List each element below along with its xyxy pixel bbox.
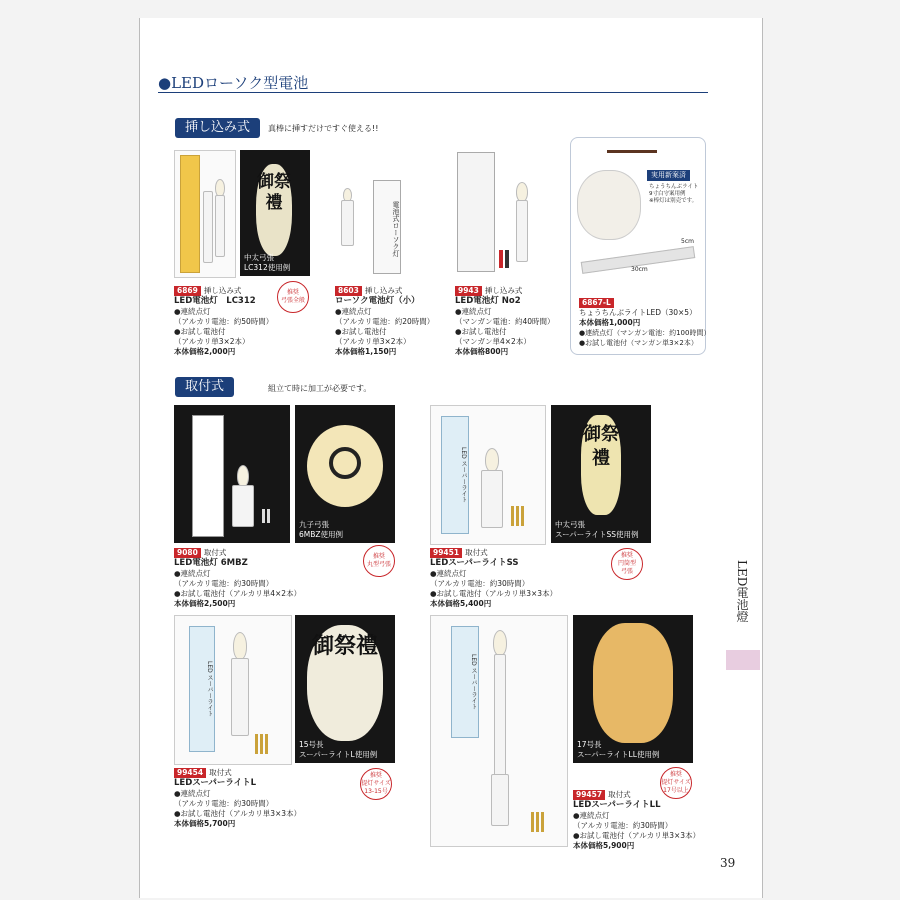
battery — [255, 734, 258, 754]
candle-stick — [231, 658, 249, 736]
product-99457-photo — [430, 615, 568, 847]
side-tab-marker — [726, 650, 760, 670]
candle-bulb — [237, 465, 249, 487]
candle-stick — [341, 200, 354, 246]
package-box: LED スーパーライト — [189, 626, 215, 752]
recommend-badge: 推奨 丸型弓張 — [363, 545, 395, 577]
product-code: 6867-L — [579, 298, 614, 308]
product-name: LED電池灯 LC312 — [174, 296, 256, 306]
side-tab-label: LED電池燈 — [735, 560, 749, 623]
product-name: ローソク電池灯（小） — [335, 296, 420, 306]
battery — [531, 812, 534, 832]
product-code: 6869 — [174, 286, 201, 296]
candle-bulb — [516, 182, 528, 202]
package-box: LED スーパーライト — [441, 416, 469, 534]
product-code: 99457 — [573, 790, 605, 800]
product-6869: 6869 挿し込み式 LED電池灯 LC312 ●連続点灯 （アルカリ電池：約50時間） ●お試し電池付 （アルカリ単3×2本） 本体価格2,000円 — [174, 286, 284, 357]
product-code: 99451 — [430, 548, 462, 558]
battery — [499, 250, 503, 268]
product-name: LED電池灯 No2 — [455, 296, 521, 306]
candle-stick — [203, 191, 213, 263]
product-name: ちょうちんぶライトLED（30×5） — [579, 308, 697, 317]
dimension-label: 30cm — [631, 266, 648, 273]
lantern — [577, 170, 641, 240]
battery — [511, 506, 514, 526]
product-code: 9080 — [174, 548, 201, 558]
candle-stick — [481, 470, 503, 528]
battery — [265, 734, 268, 754]
package-box: 電池式ローソク灯 — [373, 180, 401, 274]
candle-base — [491, 774, 509, 826]
product-code: 9943 — [455, 286, 482, 296]
battery — [260, 734, 263, 754]
product-price: 本体価格1,000円 — [579, 318, 641, 327]
battery — [541, 812, 544, 832]
product-99451-photo — [430, 405, 546, 545]
product-price: 本体価格1,150円 — [335, 347, 397, 356]
candle-bulb — [233, 632, 247, 660]
dimension-label: 5cm — [681, 238, 694, 245]
product-8603: 8603 挿し込み式 ローソク電池灯（小） ●連続点灯 （アルカリ電池：約20時間） ●お試し電池付 （アルカリ単3×2本） 本体価格1,150円 — [335, 286, 445, 357]
mount-tagline: 組立て時に加工が必要です。 — [268, 384, 372, 393]
product-price: 本体価格2,500円 — [174, 599, 236, 608]
recommend-badge: 推奨 提灯サイズ 13-15号 — [360, 768, 392, 800]
package-box — [192, 415, 224, 537]
package-card — [180, 155, 200, 273]
product-9943: 9943 挿し込み式 LED電池灯 No2 ●連続点灯 （マンガン電池：約40時間） ●お試し電池付 （マンガン単4×2本） 本体価格800円 — [455, 286, 565, 357]
product-name: LEDスーパーライトSS — [430, 558, 519, 568]
product-6867-box — [570, 137, 711, 355]
product-99457-usage-photo — [573, 615, 693, 763]
photo-caption: 15号長 スーパーライトL使用例 — [299, 740, 378, 759]
hanging-rod — [607, 150, 657, 153]
product-code: 8603 — [335, 286, 362, 296]
product-9080-usage-photo — [295, 405, 395, 543]
product-6867: 6867-L ちょうちんぶライトLED（30×5） 本体価格1,000円 ●連続点灯（マンガン電池：約100時間） ●お試し電池付（マンガン単3×2本） — [579, 298, 711, 347]
battery — [536, 812, 539, 832]
photo-caption: 九子弓張 6MBZ使用例 — [299, 520, 344, 539]
product-price: 本体価格5,400円 — [430, 599, 492, 608]
section-rule — [158, 92, 708, 93]
product-9943-photo — [455, 150, 545, 276]
product-name: LED電池灯 6MBZ — [174, 558, 248, 568]
product-99451: 99451 取付式 LEDスーパーライトSS ●連続点灯 （アルカリ電池：約30時間） ●お試し電池付（アルカリ単3×3本） 本体価格5,400円 — [430, 548, 610, 609]
product-6869-package-photo — [174, 150, 236, 278]
candle-stick — [215, 195, 225, 257]
product-99454-photo — [174, 615, 292, 765]
product-name: LEDスーパーライトL — [174, 778, 257, 788]
battery — [516, 506, 519, 526]
candle-stick — [494, 654, 506, 776]
crest-icon — [329, 447, 361, 479]
product-price: 本体価格800円 — [455, 347, 509, 356]
mount-badge: 取付式 — [175, 377, 234, 397]
photo-caption: 中太弓張 LC312使用例 — [244, 253, 291, 272]
lantern — [593, 623, 673, 743]
product-99451-usage-photo — [551, 405, 651, 543]
product-6869-usage-photo — [240, 150, 310, 276]
package-card — [457, 152, 495, 272]
product-code: 99454 — [174, 768, 206, 778]
lantern-kanji: 御祭禮 — [257, 172, 291, 213]
product-price: 本体価格2,000円 — [174, 347, 236, 356]
section-title: ●LEDローソク型電池 — [158, 74, 309, 92]
product-9080-photo — [174, 405, 290, 543]
product-price: 本体価格5,900円 — [573, 841, 635, 850]
page-number: 39 — [720, 856, 736, 870]
product-price: 本体価格5,700円 — [174, 819, 236, 828]
candle-stick — [516, 200, 528, 262]
package-box: LED スーパーライト — [451, 626, 479, 738]
battery — [521, 506, 524, 526]
insert-tagline: 真棒に挿すだけですぐ使える!! — [268, 124, 379, 133]
product-99454-usage-photo — [295, 615, 395, 763]
product-99454: 99454 取付式 LEDスーパーライトL ●連続点灯 （アルカリ電池：約30時間） ●お試し電池付（アルカリ単3×3本） 本体価格5,700円 — [174, 768, 354, 829]
battery — [505, 250, 509, 268]
candle-mount — [232, 485, 254, 527]
recommend-badge: 推奨 円筒型 弓張 — [611, 548, 643, 580]
recommend-badge: 推奨 弓張全般 — [277, 281, 309, 313]
photo-caption: 17号長 スーパーライトLL使用例 — [577, 740, 660, 759]
product-99457: 99457 取付式 LEDスーパーライトLL ●連続点灯 （アルカリ電池：約30時間） ●お試し電池付（アルカリ単3×3本） 本体価格5,900円 — [573, 790, 733, 851]
candle-bulb — [493, 630, 507, 656]
recommend-badge: 推奨 提灯サイズ 17号以上 — [660, 767, 692, 799]
product-9080: 9080 取付式 LED電池灯 6MBZ ●連続点灯 （アルカリ電池：約30時間） ●お試し電池付（アルカリ単4×2本） 本体価格2,500円 — [174, 548, 354, 609]
candle-bulb — [485, 448, 499, 472]
lantern-kanji: 御祭禮 — [311, 633, 378, 659]
battery — [262, 509, 265, 523]
product-8603-photo — [335, 172, 405, 276]
note-text: ちょうちんぶライト 9寸白守案用例 ※棒灯は別売です。 — [649, 184, 699, 204]
product-name: LEDスーパーライトLL — [573, 800, 661, 810]
lantern-kanji: 御祭禮 — [583, 424, 619, 469]
battery — [267, 509, 270, 523]
photo-caption: 中太弓張 スーパーライトSS使用例 — [555, 520, 639, 539]
new-badge: 実用新案済 — [647, 170, 690, 181]
insert-badge: 挿し込み式 — [175, 118, 260, 138]
